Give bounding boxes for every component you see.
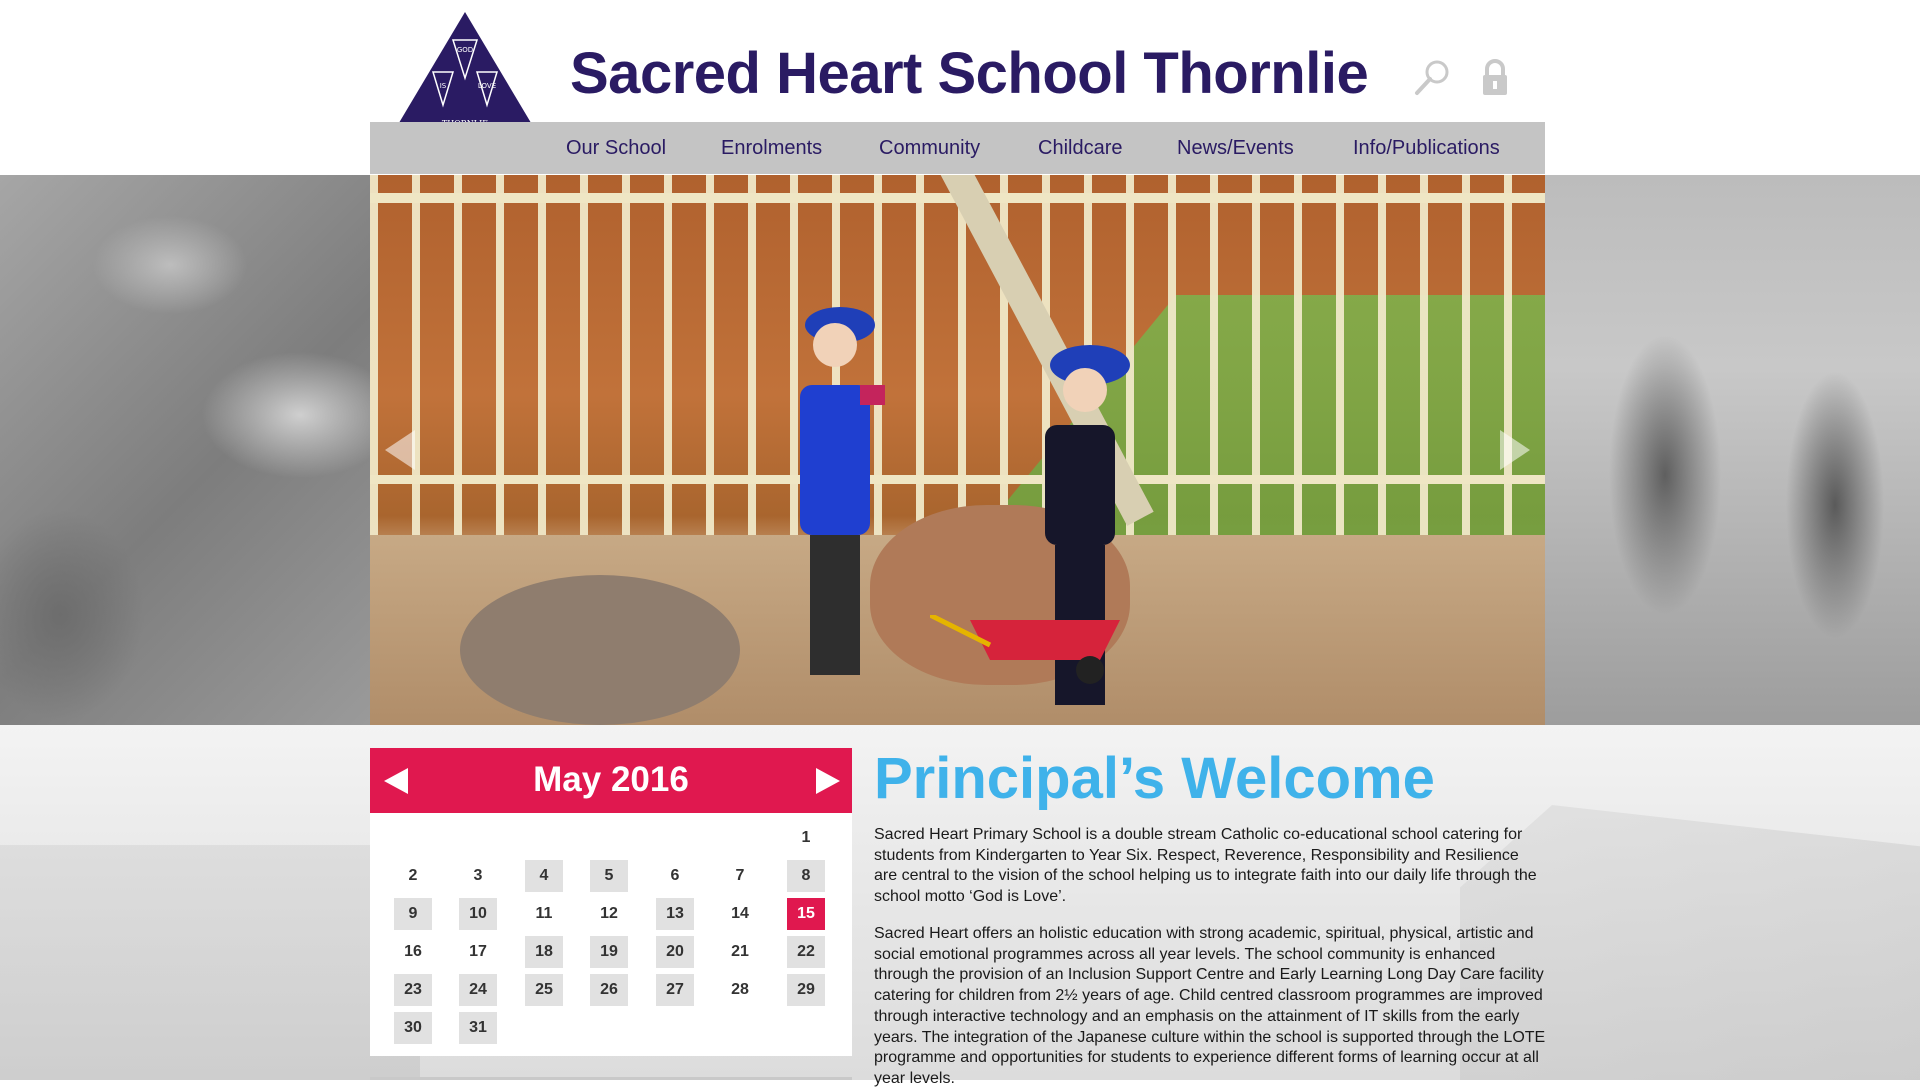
- calendar-day[interactable]: 28: [731, 981, 749, 998]
- calendar-day[interactable]: 8: [787, 860, 825, 892]
- nav-item-info-publications[interactable]: Info/Publications: [1353, 137, 1500, 159]
- slider-prev-arrow[interactable]: [380, 425, 420, 475]
- calendar-day[interactable]: 20: [656, 936, 694, 968]
- welcome-heading: Principal’s Welcome: [874, 746, 1435, 811]
- calendar-day[interactable]: 16: [404, 943, 422, 960]
- calendar-day[interactable]: 19: [590, 936, 628, 968]
- calendar-header: [370, 748, 852, 813]
- hero-rock: [460, 575, 740, 725]
- calendar-next-month-icon[interactable]: [810, 764, 844, 798]
- calendar-day[interactable]: 7: [735, 867, 745, 884]
- nav-item-childcare[interactable]: Childcare: [1038, 137, 1123, 159]
- event-calendar: [370, 748, 852, 1056]
- hero-slider[interactable]: [370, 175, 1545, 725]
- calendar-day[interactable]: 24: [459, 974, 497, 1006]
- calendar-day[interactable]: 15: [787, 898, 825, 930]
- background-photo-right: [1545, 175, 1920, 725]
- nav-item-enrolments[interactable]: Enrolments: [721, 137, 823, 159]
- nav-item-our-school[interactable]: Our School: [566, 137, 667, 159]
- calendar-day[interactable]: 5: [590, 860, 628, 892]
- calendar-day[interactable]: 12: [600, 905, 618, 922]
- search-icon[interactable]: [1412, 58, 1452, 98]
- calendar-day[interactable]: 30: [394, 1012, 432, 1044]
- calendar-day[interactable]: 13: [656, 898, 694, 930]
- calendar-day[interactable]: 27: [656, 974, 694, 1006]
- calendar-day[interactable]: 9: [394, 898, 432, 930]
- calendar-day[interactable]: 1: [801, 829, 811, 846]
- nav-item-news-events[interactable]: News/Events: [1177, 137, 1294, 159]
- lock-icon[interactable]: [1475, 58, 1515, 98]
- calendar-day[interactable]: 22: [787, 936, 825, 968]
- logo-word-top: GOD: [456, 46, 474, 54]
- welcome-paragraph-2: Sacred Heart offers an holistic education with strong academic, spiritual, physical, artistic and social emotional programmes across all year levels. The school community is enhanced through the provision of an Inclusion Support Centre and Early Learning Long Day Care facility catering for children from 2½ years of age. Child centred classroom programmes are improved through interactive technology and an emphasis on the attainment of IT skills from the early years. The integration of the Japanese culture within the school is supported through the LOTE programme and opportunities for students to experience different forms of learning occur at all year levels.: [874, 925, 1546, 1087]
- hero-wheelbarrow: [930, 615, 1120, 685]
- calendar-day[interactable]: 31: [459, 1012, 497, 1044]
- calendar-month-title: May 2016: [533, 760, 689, 799]
- welcome-paragraph-1: Sacred Heart Primary School is a double stream Catholic co-educational school catering for students from Kindergarten to Year Six. Respect, Reverence, Responsibility and Resilience are central to the vision of the school helping us to integrate faith into our daily life through the school motto ‘God is Love’.: [874, 826, 1537, 906]
- calendar-day[interactable]: 25: [525, 974, 563, 1006]
- hero-fence-rail: [370, 475, 1545, 484]
- background-photo-left: [0, 175, 370, 725]
- main-nav: [370, 122, 1545, 174]
- calendar-day[interactable]: 26: [590, 974, 628, 1006]
- calendar-day[interactable]: 4: [525, 860, 563, 892]
- logo-word-left: IS: [439, 82, 447, 90]
- background-building-left: [0, 845, 420, 1080]
- hero-child-left: [780, 285, 900, 705]
- site-title[interactable]: Sacred Heart School Thornlie: [570, 41, 1369, 106]
- calendar-day[interactable]: 17: [469, 943, 487, 960]
- calendar-day[interactable]: 3: [473, 867, 483, 884]
- calendar-day[interactable]: 14: [731, 905, 749, 922]
- calendar-prev-month-icon[interactable]: [380, 764, 414, 798]
- calendar-day[interactable]: 29: [787, 974, 825, 1006]
- calendar-day[interactable]: 2: [408, 867, 418, 884]
- calendar-day[interactable]: 11: [535, 905, 553, 922]
- nav-item-community[interactable]: Community: [879, 137, 981, 159]
- calendar-day[interactable]: 18: [525, 936, 563, 968]
- calendar-day[interactable]: 10: [459, 898, 497, 930]
- calendar-day[interactable]: 6: [670, 867, 680, 884]
- logo-word-right: LOVE: [477, 82, 497, 90]
- slider-next-arrow[interactable]: [1495, 425, 1535, 475]
- calendar-day[interactable]: 21: [731, 943, 749, 960]
- calendar-day[interactable]: 23: [394, 974, 432, 1006]
